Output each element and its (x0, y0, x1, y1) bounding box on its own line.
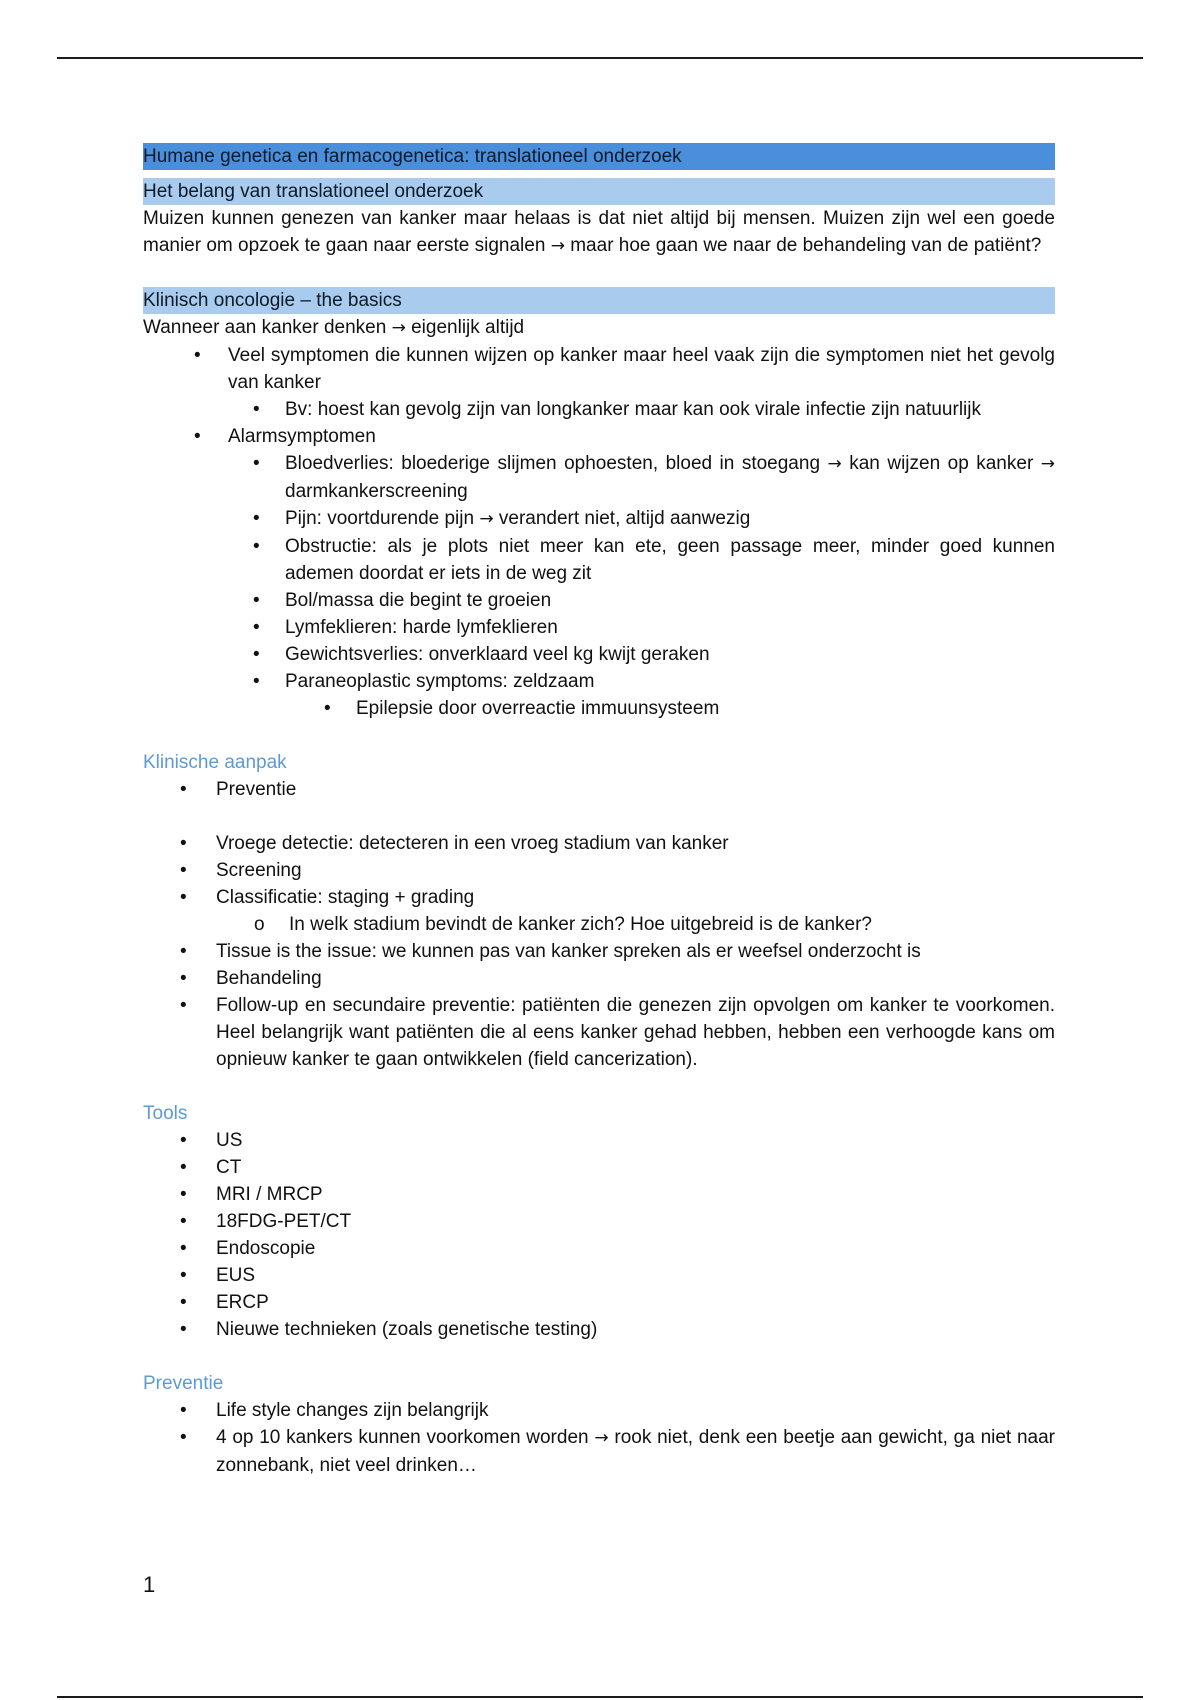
intro-kanker-denken (143, 314, 1055, 342)
list-item: • Tissue is the issue: we kunnen pas van kanker spreken als er weefsel onderzocht is (216, 938, 1055, 965)
arrow-icon: → (594, 1428, 609, 1448)
arrow-icon: → (827, 454, 842, 474)
tools-list (143, 1127, 1055, 1343)
document-title: Humane genetica en farmacogenetica: translationeel onderzoek (143, 143, 1055, 170)
sublist (216, 911, 1055, 938)
list-item: • Vroege detectie: detecteren in een vroeg stadium van kanker (216, 830, 1055, 857)
list-item: • 18FDG-PET/CT (216, 1208, 1055, 1235)
list-item-text: 4 op 10 kankers kunnen voorkomen worden (216, 1427, 589, 1448)
list-item: • Screening (216, 857, 1055, 884)
paragraph-muizen-part-a: Muizen kunnen genezen van kanker maar helaas is dat niet altijd bij mensen. Muizen zijn wel een goede manier om opzoek te gaan naar eerste signalen (143, 208, 1055, 256)
list-item: • Follow-up en secundaire preventie: patiënten die genezen zijn opvolgen om kanker te voorkomen. Heel belangrijk want patiënten die al eens kanker gehad hebben, hebben een verhoogde kans om opnieuw kanker te gaan ontwikkelen (field cancerization). (216, 992, 1055, 1073)
page-number: 1 (143, 1572, 156, 1597)
list-item (228, 342, 1055, 423)
list-item: • EUS (216, 1262, 1055, 1289)
intro-part-a: Wanneer aan kanker denken (143, 317, 387, 338)
list-item: • Behandeling (216, 965, 1055, 992)
list-item (285, 505, 1055, 533)
list-item: • ERCP (216, 1289, 1055, 1316)
document-body (143, 143, 1055, 1479)
list-item: • Endoscopie (216, 1235, 1055, 1262)
list-item: • CT (216, 1154, 1055, 1181)
list-item: • Gewichtsverlies: onverklaard veel kg kwijt geraken (285, 641, 1055, 668)
heading-translationeel-onderzoek: Het belang van translationeel onderzoek (143, 178, 1055, 205)
list-item-text: Veel symptomen die kunnen wijzen op kanker maar heel vaak zijn die symptomen niet het gevolg van kanker (228, 345, 1055, 393)
list-item-text: darmkankerscreening (285, 481, 468, 502)
paragraph-muizen-part-b: maar hoe gaan we naar de behandeling van de patiënt? (570, 235, 1042, 256)
list-item-text: Bloedverlies: bloederige slijmen ophoesten, bloed in stoegang (285, 453, 821, 474)
list-item (216, 884, 1055, 938)
sublist (228, 396, 1055, 423)
aanpak-list (143, 776, 1055, 803)
list-item-text: Paraneoplastic symptoms: zeldzaam (285, 671, 595, 692)
list-item-text: verandert niet, altijd aanwezig (498, 508, 751, 529)
arrow-icon: → (479, 509, 494, 529)
preventie-list (143, 1397, 1055, 1479)
arrow-icon: → (1040, 454, 1056, 474)
list-item: • US (216, 1127, 1055, 1154)
heading-tools: Tools (143, 1103, 188, 1124)
list-item: • Bv: hoest kan gevolg zijn van longkanker maar kan ook virale infectie zijn natuurlijk (285, 396, 1055, 423)
paragraph-muizen (143, 205, 1055, 260)
heading-klinisch-oncologie: Klinisch oncologie – the basics (143, 287, 1055, 314)
list-item: • Obstructie: als je plots niet meer kan ete, geen passage meer, minder goed kunnen ademen doordat er iets in de weg zit (285, 533, 1055, 587)
list-item (285, 668, 1055, 722)
list-item: • Bol/massa die begint te groeien (285, 587, 1055, 614)
aanpak-list-continued (143, 830, 1055, 1073)
sublist (285, 695, 1055, 722)
heading-klinische-aanpak: Klinische aanpak (143, 752, 287, 773)
list-item-text: Alarmsymptomen (228, 426, 376, 447)
list-item: • Lymfeklieren: harde lymfeklieren (285, 614, 1055, 641)
list-item (285, 450, 1055, 505)
list-item-text: kan wijzen op kanker (849, 453, 1034, 474)
intro-part-b: eigenlijk altijd (411, 317, 525, 338)
list-item: o In welk stadium bevindt de kanker zich? Hoe uitgebreid is de kanker? (289, 911, 1055, 938)
oncology-list (143, 342, 1055, 722)
heading-preventie: Preventie (143, 1373, 224, 1394)
footer-rule (57, 1696, 1143, 1698)
list-item-text: rook niet, denk een beetje aan gewicht, ga niet naar zonnebank, niet veel drinken… (216, 1427, 1055, 1476)
list-item: • Preventie (216, 776, 1055, 803)
arrow-icon: → (550, 236, 565, 256)
list-item-text: Pijn: voortdurende pijn (285, 508, 475, 529)
list-item: • Nieuwe technieken (zoals genetische testing) (216, 1316, 1055, 1343)
list-item-text: Classificatie: staging + grading (216, 887, 475, 908)
list-item: • Life style changes zijn belangrijk (216, 1397, 1055, 1424)
list-item (228, 423, 1055, 722)
list-item (216, 1424, 1055, 1479)
alarm-sublist (228, 450, 1055, 722)
header-rule (57, 57, 1143, 59)
list-item: • Epilepsie door overreactie immuunsysteem (356, 695, 1055, 722)
arrow-icon: → (391, 318, 406, 338)
list-item: • MRI / MRCP (216, 1181, 1055, 1208)
